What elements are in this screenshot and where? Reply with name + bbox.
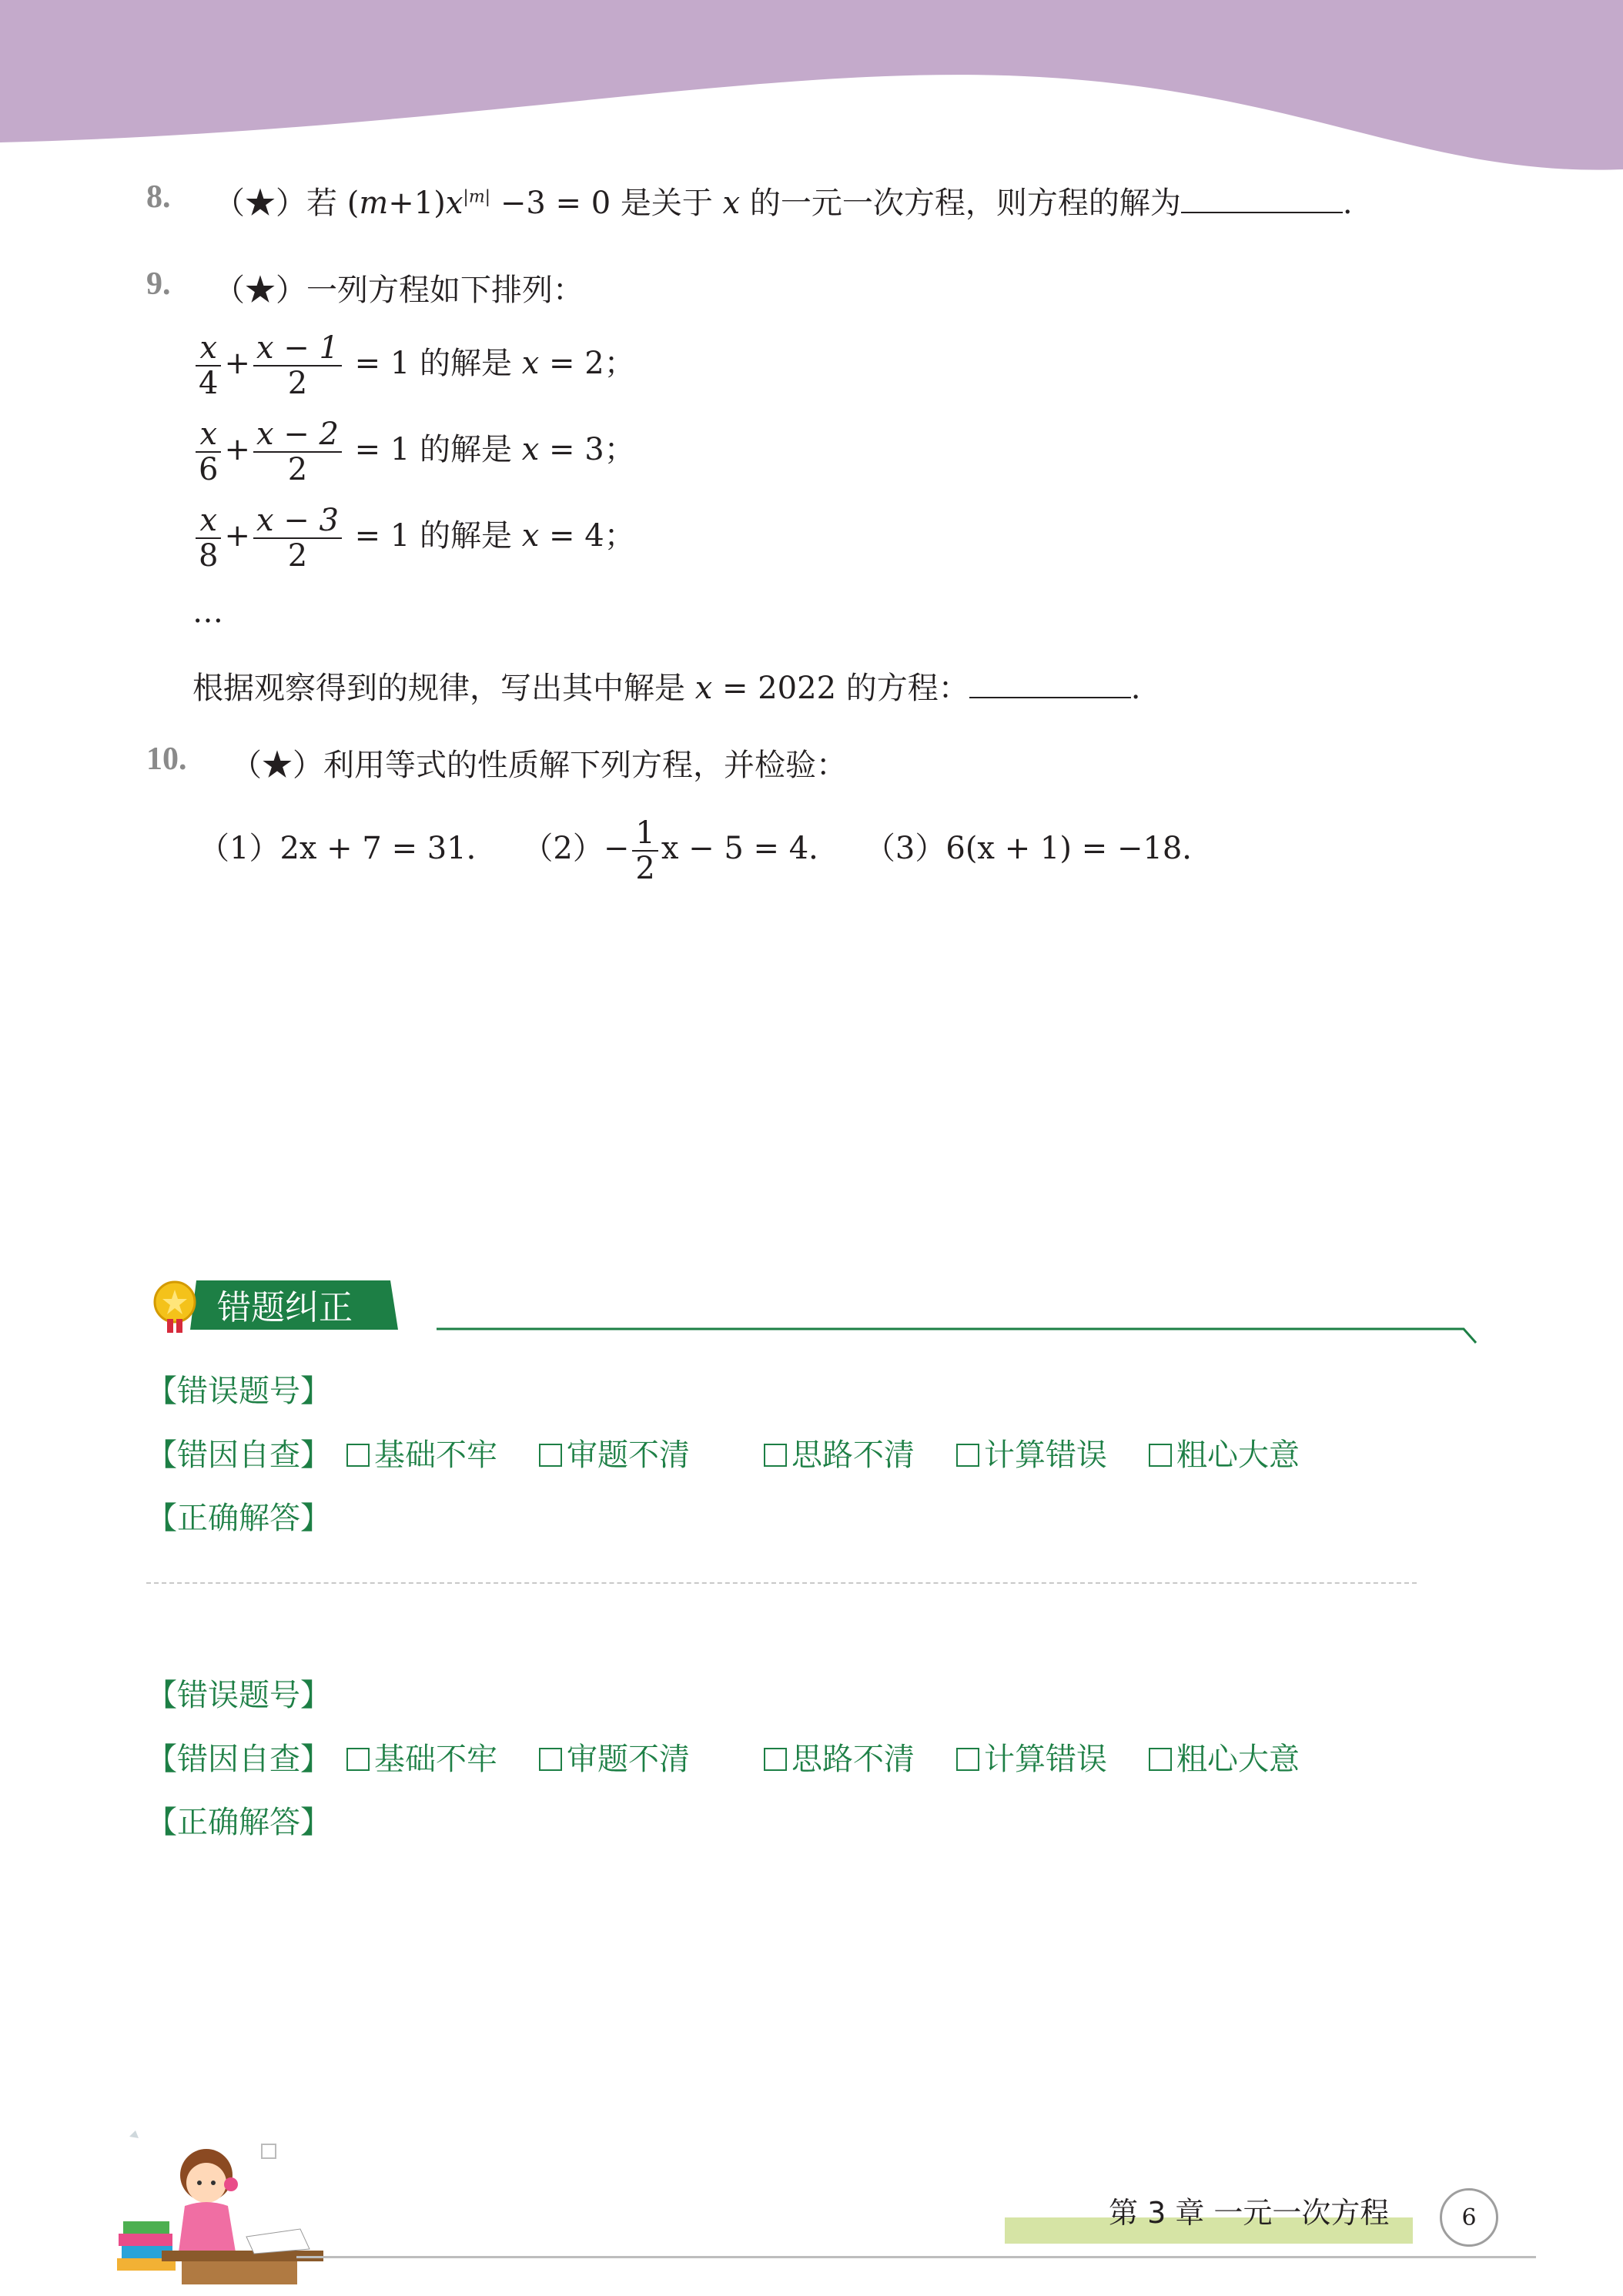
option-2-4[interactable]	[956, 1735, 1107, 1779]
option-label: 基础不牢	[374, 1742, 497, 1777]
option-2-1[interactable]	[346, 1735, 497, 1779]
q9-eq3-frac2-den: 2	[287, 538, 308, 574]
q9-equation-3: $\frac{x}{8}$ + $\frac{x - 3}{2}$ = 1 的解是 x = 4；	[192, 504, 635, 573]
q9-ellipsis: …	[192, 594, 223, 630]
q9-eq1-text: = 1 的解是	[354, 346, 513, 381]
q9-eq2-sol: x	[521, 432, 540, 467]
checkbox-icon[interactable]	[346, 1748, 370, 1771]
q9-eq2-frac1-num: x	[196, 417, 221, 453]
q10-part-2-num: 1	[632, 816, 658, 852]
question-9-intro: （★）一列方程如下排列：	[214, 273, 584, 308]
question-8-number: 8.	[146, 179, 171, 215]
q9-rule-val: = 2022 的方程：	[722, 671, 969, 706]
checkbox-icon[interactable]	[346, 1444, 370, 1467]
checkbox-icon[interactable]	[539, 1444, 562, 1467]
question-8-text	[214, 179, 1353, 223]
top-decorative-band	[0, 0, 1623, 177]
checkbox-icon[interactable]	[764, 1748, 787, 1771]
option-label: 思路不清	[791, 1742, 915, 1777]
option-2-5[interactable]	[1149, 1735, 1300, 1779]
q9-end: .	[1130, 671, 1141, 706]
q10-parts	[199, 816, 1213, 885]
page-number: 6	[1440, 2188, 1498, 2247]
q9-eq2-frac2	[253, 417, 342, 487]
error-cause-row-1	[146, 1431, 331, 1474]
q9-eq1-frac1-num: x	[196, 331, 221, 366]
q8-x: x	[445, 186, 463, 221]
q8-rest: −3 = 0 是关于	[500, 186, 713, 221]
q9-rule-line	[192, 664, 1140, 708]
q9-eq2-frac2-num: x − 2	[253, 417, 342, 453]
q9-eq3-frac2-num: x − 3	[253, 504, 342, 539]
option-label: 粗心大意	[1176, 1742, 1300, 1777]
correct-answer-label-1: 【正确解答】	[146, 1501, 331, 1536]
q9-eq3-frac2	[253, 504, 342, 573]
dashed-divider	[146, 1582, 1417, 1584]
q9-eq2-val: = 3；	[549, 432, 635, 467]
option-1-2[interactable]	[539, 1431, 690, 1474]
chapter-title: 第 3 章 一元一次方程	[1109, 2196, 1390, 2230]
option-label: 计算错误	[984, 1438, 1107, 1473]
error-cause-row-2	[146, 1735, 331, 1779]
q9-answer-blank[interactable]	[969, 671, 1131, 698]
q9-eq2-frac2-den: 2	[287, 452, 308, 487]
error-cause-label-2: 【错因自查】	[146, 1742, 331, 1777]
q9-eq3-frac1	[196, 504, 221, 573]
error-question-label-2: 【错误题号】	[146, 1678, 331, 1713]
q9-eq3-frac1-den: 8	[199, 538, 219, 574]
checkbox-icon[interactable]	[1149, 1748, 1172, 1771]
question-10-intro: （★）利用等式的性质解下列方程，并检验：	[231, 748, 847, 783]
q10-part-2-rest: x − 5 = 4．	[661, 831, 840, 866]
checkbox-icon[interactable]	[1149, 1444, 1172, 1467]
q9-eq3-sol: x	[521, 518, 540, 554]
correction-header-rule	[435, 1318, 1482, 1349]
option-label: 审题不清	[567, 1742, 690, 1777]
option-1-1[interactable]	[346, 1431, 497, 1474]
option-1-3[interactable]	[764, 1431, 915, 1474]
option-label: 审题不清	[567, 1438, 690, 1473]
checkbox-icon[interactable]	[956, 1748, 979, 1771]
q8-answer-blank[interactable]	[1181, 186, 1343, 213]
option-2-3[interactable]	[764, 1735, 915, 1779]
q8-exponent: |m|	[463, 187, 491, 207]
student-girl-illustration	[108, 2121, 331, 2291]
q9-eq3-text: = 1 的解是	[354, 518, 513, 554]
q9-eq1-frac2-num: x − 1	[253, 331, 342, 366]
q9-eq2-text: = 1 的解是	[354, 432, 513, 467]
option-label: 粗心大意	[1176, 1438, 1300, 1473]
q8-tail: 的一元一次方程，则方程的解为	[749, 186, 1181, 221]
question-9-number: 9.	[146, 266, 171, 302]
q10-part-3: （3）6(x + 1) = −18．	[864, 831, 1213, 866]
option-1-5[interactable]	[1149, 1431, 1300, 1474]
q9-eq1-frac2-den: 2	[287, 366, 308, 401]
option-2-2[interactable]	[539, 1735, 690, 1779]
q8-star: （★）若	[214, 186, 337, 221]
option-label: 思路不清	[791, 1438, 915, 1473]
q9-eq3-val: = 4；	[549, 518, 635, 554]
q10-part-2-den: 2	[635, 851, 655, 886]
q9-eq1-frac2	[253, 331, 342, 400]
correct-answer-label-2: 【正确解答】	[146, 1805, 331, 1840]
question-10-number: 10.	[146, 741, 187, 777]
q9-equation-2: $\frac{x}{6}$ + $\frac{x - 2}{2}$ = 1 的解是 x = 3；	[192, 417, 635, 487]
q9-eq2-frac1	[196, 417, 221, 487]
checkbox-icon[interactable]	[764, 1444, 787, 1467]
q9-equation-1: $\frac{x}{4}$ + $\frac{x - 1}{2}$ = 1 的解是 x = 2；	[192, 331, 635, 400]
q8-end: .	[1342, 186, 1353, 221]
option-label: 基础不牢	[374, 1438, 497, 1473]
q8-x2: x	[722, 186, 741, 221]
q9-eq1-val: = 2；	[549, 346, 635, 381]
q8-paren: (	[346, 186, 360, 221]
q10-part-2-frac	[632, 816, 658, 885]
q10-part-1: （1）2x + 7 = 31．	[199, 831, 497, 866]
q8-m: m	[359, 186, 389, 221]
q9-eq1-sol: x	[521, 346, 540, 381]
error-question-label-1: 【错误题号】	[146, 1374, 331, 1409]
q9-rule-text: 根据观察得到的规律，写出其中解是	[192, 671, 685, 706]
checkbox-icon[interactable]	[539, 1748, 562, 1771]
q9-eq2-frac1-den: 6	[199, 452, 219, 487]
q9-eq1-frac1	[196, 331, 221, 400]
q8-plus1: +1)	[388, 186, 446, 221]
footer-rule	[296, 2256, 1536, 2258]
q9-rule-x: x	[694, 671, 713, 706]
q9-eq3-frac1-num: x	[196, 504, 221, 539]
q9-eq1-frac1-den: 4	[199, 366, 219, 401]
q10-part-2-label: （2）−	[522, 831, 630, 866]
checkbox-icon[interactable]	[956, 1444, 979, 1467]
correction-title: 错题纠正	[217, 1288, 353, 1327]
error-cause-label-1: 【错因自查】	[146, 1438, 331, 1473]
option-1-4[interactable]	[956, 1431, 1107, 1474]
option-label: 计算错误	[984, 1742, 1107, 1777]
